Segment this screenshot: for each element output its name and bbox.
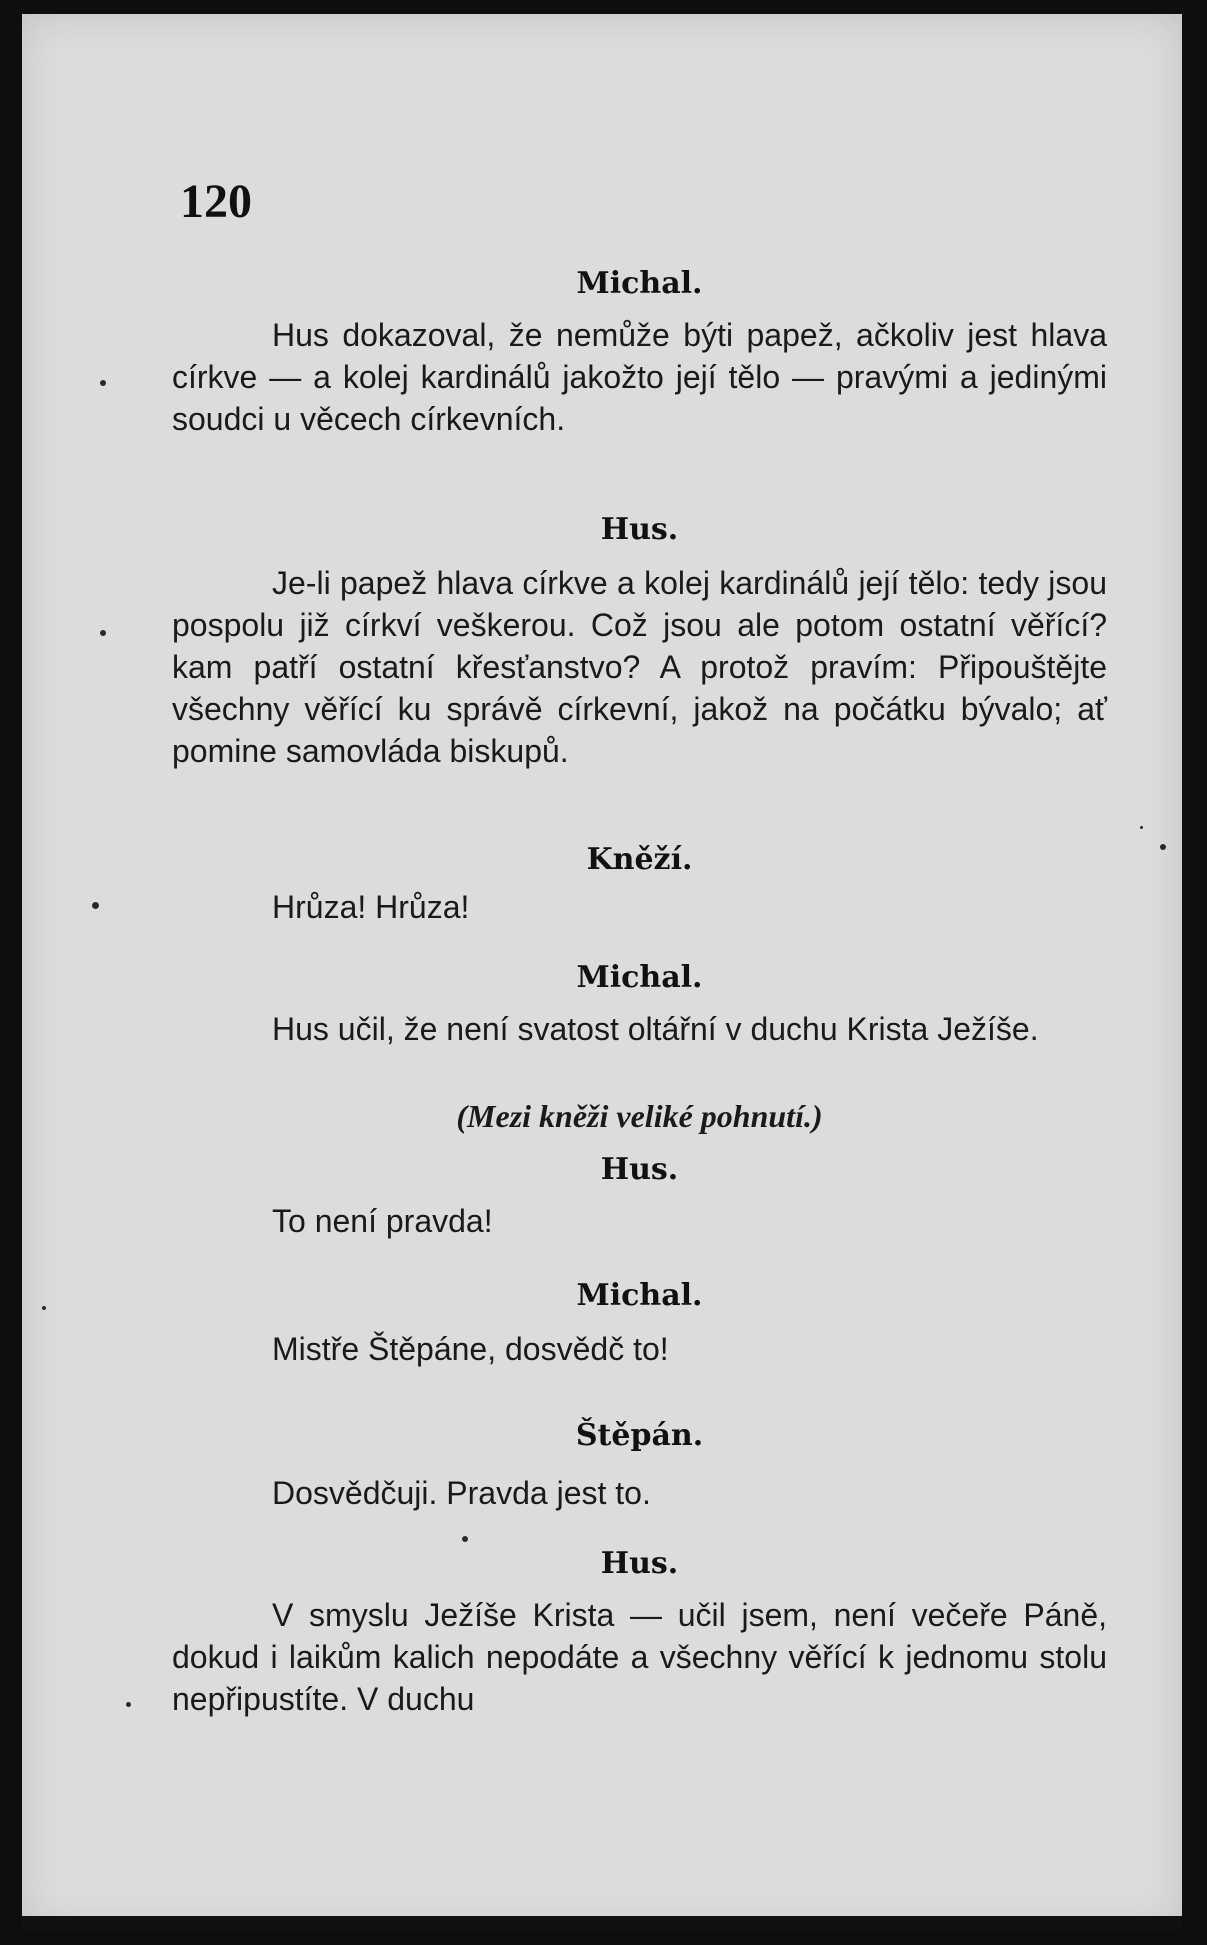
- dialogue-text: To není pravda!: [272, 1203, 493, 1239]
- dialogue-text: Mistře Štěpáne, dosvědč to!: [272, 1331, 669, 1367]
- speaker-name: Hus.: [600, 1152, 679, 1187]
- dialogue-text: Hus dokazoval, že nemůže býti papež, ačkoliv jest hlava církve — a kolej kardinálů jakožto její tělo — pravými a jedinými soudci u věcech církevních.: [172, 317, 1107, 437]
- dialogue-text: Dosvědčuji. Pravda jest to.: [272, 1475, 651, 1511]
- page-bottom-edge: [22, 1916, 1182, 1930]
- speaker-name: Michal.: [576, 266, 703, 301]
- speaker-name: Hus.: [600, 1546, 679, 1581]
- page-number: 120: [180, 175, 252, 228]
- scan-speck: [1140, 826, 1143, 829]
- dialogue-text: Hrůza! Hrůza!: [272, 889, 470, 925]
- scan-speck: [100, 380, 106, 386]
- speaker-name: Štěpán.: [575, 1418, 704, 1453]
- dialogue-text: Je-li papež hlava církve a kolej kardinálů její tělo: tedy jsou pospolu již církví veškerou. Což jsou ale potom ostatní věřící? kam patří ostatní křesťanstvo? A protož pravím: Připouštějte všechny věřící ku správě církevní, jakož na počátku bývalo; ať pomine samovláda biskupů.: [172, 565, 1107, 769]
- dialogue-text: V smyslu Ježíše Krista — učil jsem, není večeře Páně, dokud i laikům kalich nepodáte a všechny věřící k jednomu stolu nepřipustíte. V duchu: [172, 1597, 1107, 1717]
- scan-speck: [462, 1536, 468, 1542]
- speaker-name: Michal.: [576, 960, 703, 995]
- scan-speck: [92, 902, 99, 909]
- scan-speck: [126, 1702, 131, 1707]
- speaker-name: Hus.: [600, 512, 679, 547]
- dialogue-text: Hus učil, že není svatost oltářní v duchu Krista Ježíše.: [272, 1011, 1039, 1047]
- scan-speck: [1160, 844, 1166, 850]
- speaker-name: Michal.: [576, 1278, 703, 1313]
- stage-direction: (Mezi kněži veliké pohnutí.): [456, 1098, 823, 1134]
- scan-speck: [42, 1306, 46, 1310]
- speaker-name: Kněží.: [586, 842, 693, 877]
- book-page: [22, 14, 1182, 1930]
- scan-speck: [100, 630, 106, 636]
